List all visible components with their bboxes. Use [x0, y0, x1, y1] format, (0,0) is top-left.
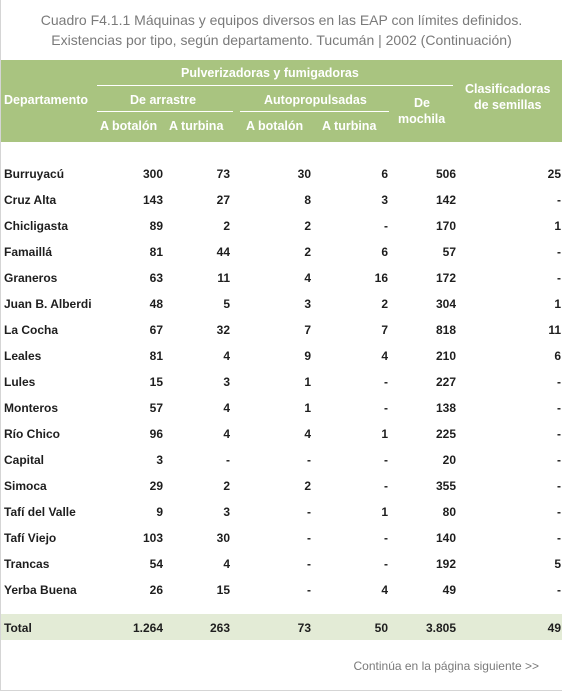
table-row	[1, 576, 562, 602]
cell-a-turbina-arrastre: 32	[216, 323, 230, 337]
cell-a-turbina-arrastre: 5	[223, 297, 230, 311]
total-label: Total	[4, 621, 32, 635]
cell-a-botalon-autoprop: -	[307, 557, 311, 571]
table-row	[1, 212, 562, 238]
table-body	[1, 160, 562, 602]
cell-a-botalon-arrastre: 89	[149, 219, 163, 233]
cell-clasificadoras: 11	[548, 323, 561, 337]
cell-a-turbina-autoprop: -	[384, 401, 388, 415]
cell-clasificadoras: 1	[554, 219, 561, 233]
total-de-mochila: 3.805	[425, 621, 456, 635]
table-row	[1, 472, 562, 498]
cell-a-botalon-autoprop: 1	[304, 375, 311, 389]
table-row	[1, 160, 562, 186]
cell-clasificadoras: 1	[554, 297, 561, 311]
cell-a-turbina-autoprop: 7	[381, 323, 388, 337]
cell-a-turbina-autoprop: 4	[381, 349, 388, 363]
table-row	[1, 290, 562, 316]
table-row	[1, 342, 562, 368]
cell-de-mochila: 506	[435, 167, 456, 181]
cell-a-turbina-autoprop: -	[384, 219, 388, 233]
row-departamento: Burruyacú	[4, 167, 65, 181]
cell-a-botalon-autoprop: 2	[304, 245, 311, 259]
table-header	[1, 60, 562, 142]
table-row	[1, 446, 562, 472]
cell-a-turbina-arrastre: 3	[223, 375, 230, 389]
cell-a-botalon-autoprop: 4	[304, 427, 311, 441]
total-row	[1, 614, 562, 640]
cell-a-botalon-arrastre: 3	[156, 453, 163, 467]
cell-a-turbina-autoprop: -	[384, 375, 388, 389]
cell-de-mochila: 20	[442, 453, 456, 467]
cell-de-mochila: 818	[435, 323, 456, 337]
cell-a-turbina-arrastre: 44	[216, 245, 230, 259]
row-departamento: Lules	[4, 375, 36, 389]
cell-clasificadoras: -	[557, 583, 561, 597]
table-row	[1, 394, 562, 420]
cell-de-mochila: 304	[435, 297, 456, 311]
row-departamento: Monteros	[4, 401, 58, 415]
row-departamento: Cruz Alta	[4, 193, 57, 207]
cell-a-botalon-arrastre: 67	[149, 323, 163, 337]
cell-a-botalon-arrastre: 54	[149, 557, 163, 571]
cell-a-turbina-autoprop: 3	[381, 193, 388, 207]
cell-a-botalon-autoprop: 30	[297, 167, 311, 181]
row-departamento: Tafí Viejo	[4, 531, 57, 545]
cell-a-botalon-arrastre: 29	[149, 479, 163, 493]
cell-de-mochila: 138	[435, 401, 456, 415]
cell-a-botalon-arrastre: 300	[142, 167, 163, 181]
cell-a-turbina-arrastre: 4	[223, 557, 230, 571]
cell-a-botalon-autoprop: 2	[304, 479, 311, 493]
cell-clasificadoras: 5	[554, 557, 561, 571]
cell-de-mochila: 225	[435, 427, 456, 441]
cell-clasificadoras: -	[557, 531, 561, 545]
cell-de-mochila: 140	[435, 531, 456, 545]
row-departamento: Famaillá	[4, 245, 53, 259]
table-row	[1, 264, 562, 290]
cell-a-turbina-arrastre: 11	[217, 271, 230, 285]
header-autopropulsadas-rule	[240, 111, 389, 112]
row-departamento: Tafí del Valle	[4, 505, 76, 519]
cell-a-turbina-autoprop: 1	[381, 427, 388, 441]
header-de-mochila-1: De	[414, 96, 430, 110]
cell-de-mochila: 192	[435, 557, 456, 571]
continue-note: Continúa en la página siguiente >>	[353, 659, 539, 673]
cell-a-turbina-autoprop: 6	[381, 167, 388, 181]
cell-clasificadoras: -	[557, 505, 561, 519]
cell-a-turbina-arrastre: 4	[223, 349, 230, 363]
total-a-botalon-autoprop: 73	[297, 621, 311, 635]
header-a-turbina-2: A turbina	[322, 119, 377, 133]
cell-de-mochila: 355	[435, 479, 456, 493]
cell-a-botalon-autoprop: -	[307, 583, 311, 597]
cell-a-turbina-autoprop: 4	[381, 583, 388, 597]
cell-a-botalon-arrastre: 57	[149, 401, 163, 415]
cell-a-turbina-arrastre: -	[226, 453, 230, 467]
cell-a-botalon-autoprop: 8	[304, 193, 311, 207]
row-departamento: La Cocha	[4, 323, 59, 337]
cell-a-botalon-autoprop: 9	[304, 349, 311, 363]
cell-de-mochila: 172	[435, 271, 456, 285]
cell-a-botalon-arrastre: 48	[149, 297, 163, 311]
header-a-turbina-1: A turbina	[169, 119, 224, 133]
total-clasificadoras: 49	[547, 621, 561, 635]
cell-de-mochila: 57	[442, 245, 456, 259]
row-departamento: Chicligasta	[4, 219, 69, 233]
cell-clasificadoras: -	[557, 427, 561, 441]
header-group-pulverizadoras: Pulverizadoras y fumigadoras	[181, 66, 359, 80]
total-a-botalon-arrastre: 1.264	[132, 621, 163, 635]
cell-a-botalon-autoprop: 7	[304, 323, 311, 337]
cell-a-turbina-autoprop: -	[384, 531, 388, 545]
cell-a-botalon-arrastre: 143	[142, 193, 163, 207]
row-departamento: Trancas	[4, 557, 50, 571]
cell-a-turbina-arrastre: 15	[216, 583, 230, 597]
header-clasificadoras-2: de semillas	[474, 98, 542, 112]
cell-a-botalon-arrastre: 15	[149, 375, 163, 389]
cell-clasificadoras: -	[557, 245, 561, 259]
cell-clasificadoras: -	[557, 479, 561, 493]
table-row	[1, 524, 562, 550]
table-title	[0, 10, 563, 50]
cell-clasificadoras: 25	[547, 167, 561, 181]
cell-a-turbina-arrastre: 4	[223, 401, 230, 415]
header-clasificadoras-1: Clasificadoras	[465, 82, 551, 96]
cell-a-turbina-autoprop: -	[384, 479, 388, 493]
cell-a-turbina-arrastre: 2	[223, 219, 230, 233]
cell-a-turbina-arrastre: 73	[216, 167, 230, 181]
cell-a-botalon-autoprop: 4	[304, 271, 311, 285]
cell-de-mochila: 80	[442, 505, 456, 519]
header-de-arrastre: De arrastre	[130, 93, 197, 107]
header-group-rule	[97, 85, 453, 86]
table-row	[1, 368, 562, 394]
cell-a-botalon-arrastre: 103	[142, 531, 163, 545]
row-departamento: Leales	[4, 349, 42, 363]
cell-a-botalon-arrastre: 96	[149, 427, 163, 441]
cell-clasificadoras: -	[557, 401, 561, 415]
cell-clasificadoras: -	[557, 375, 561, 389]
table-row	[1, 498, 562, 524]
cell-a-botalon-autoprop: 2	[304, 219, 311, 233]
cell-a-turbina-autoprop: 16	[374, 271, 388, 285]
cell-de-mochila: 210	[435, 349, 456, 363]
cell-de-mochila: 227	[435, 375, 456, 389]
header-a-botalon-2: A botalón	[246, 119, 304, 133]
cell-a-botalon-autoprop: -	[307, 505, 311, 519]
cell-a-botalon-arrastre: 81	[149, 245, 163, 259]
row-departamento: Simoca	[4, 479, 47, 493]
header-a-botalon-1: A botalón	[100, 119, 158, 133]
header-de-mochila-2: mochila	[398, 112, 446, 126]
cell-de-mochila: 142	[435, 193, 456, 207]
cell-a-botalon-arrastre: 9	[156, 505, 163, 519]
row-departamento: Graneros	[4, 271, 58, 285]
title-line-1: Cuadro F4.1.1 Máquinas y equipos diversos en las EAP con límites definidos.	[40, 12, 523, 28]
row-departamento: Río Chico	[4, 427, 60, 441]
header-de-arrastre-rule	[97, 111, 233, 112]
table-row	[1, 420, 562, 446]
header-departamento: Departamento	[4, 93, 89, 107]
total-a-turbina-arrastre: 263	[209, 621, 230, 635]
cell-clasificadoras: -	[557, 193, 561, 207]
cell-a-turbina-arrastre: 30	[216, 531, 230, 545]
header-autopropulsadas: Autopropulsadas	[264, 93, 367, 107]
row-departamento: Juan B. Alberdi	[4, 297, 92, 311]
table-row	[1, 550, 562, 576]
title-line-2: Existencias por tipo, según departamento. Tucumán | 2002 (Continuación)	[51, 32, 512, 48]
cell-a-turbina-autoprop: 2	[381, 297, 388, 311]
cell-a-botalon-autoprop: -	[307, 453, 311, 467]
cell-a-turbina-arrastre: 4	[223, 427, 230, 441]
cell-a-botalon-arrastre: 26	[149, 583, 163, 597]
table-row	[1, 316, 562, 342]
cell-de-mochila: 49	[442, 583, 456, 597]
cell-a-turbina-arrastre: 27	[216, 193, 230, 207]
cell-clasificadoras: 6	[554, 349, 561, 363]
cell-de-mochila: 170	[435, 219, 456, 233]
cell-a-botalon-arrastre: 81	[149, 349, 163, 363]
total-a-turbina-autoprop: 50	[374, 621, 388, 635]
cell-a-botalon-arrastre: 63	[149, 271, 163, 285]
cell-a-turbina-arrastre: 2	[223, 479, 230, 493]
cell-a-turbina-autoprop: -	[384, 453, 388, 467]
cell-clasificadoras: -	[557, 271, 561, 285]
cell-a-turbina-autoprop: 1	[381, 505, 388, 519]
table-row	[1, 238, 562, 264]
row-departamento: Yerba Buena	[4, 583, 77, 597]
cell-a-botalon-autoprop: 1	[304, 401, 311, 415]
row-departamento: Capital	[4, 453, 45, 467]
cell-a-botalon-autoprop: 3	[304, 297, 311, 311]
cell-a-turbina-arrastre: 3	[223, 505, 230, 519]
cell-a-botalon-autoprop: -	[307, 531, 311, 545]
cell-clasificadoras: -	[557, 453, 561, 467]
cell-a-turbina-autoprop: -	[384, 557, 388, 571]
table-row	[1, 186, 562, 212]
cell-a-turbina-autoprop: 6	[381, 245, 388, 259]
